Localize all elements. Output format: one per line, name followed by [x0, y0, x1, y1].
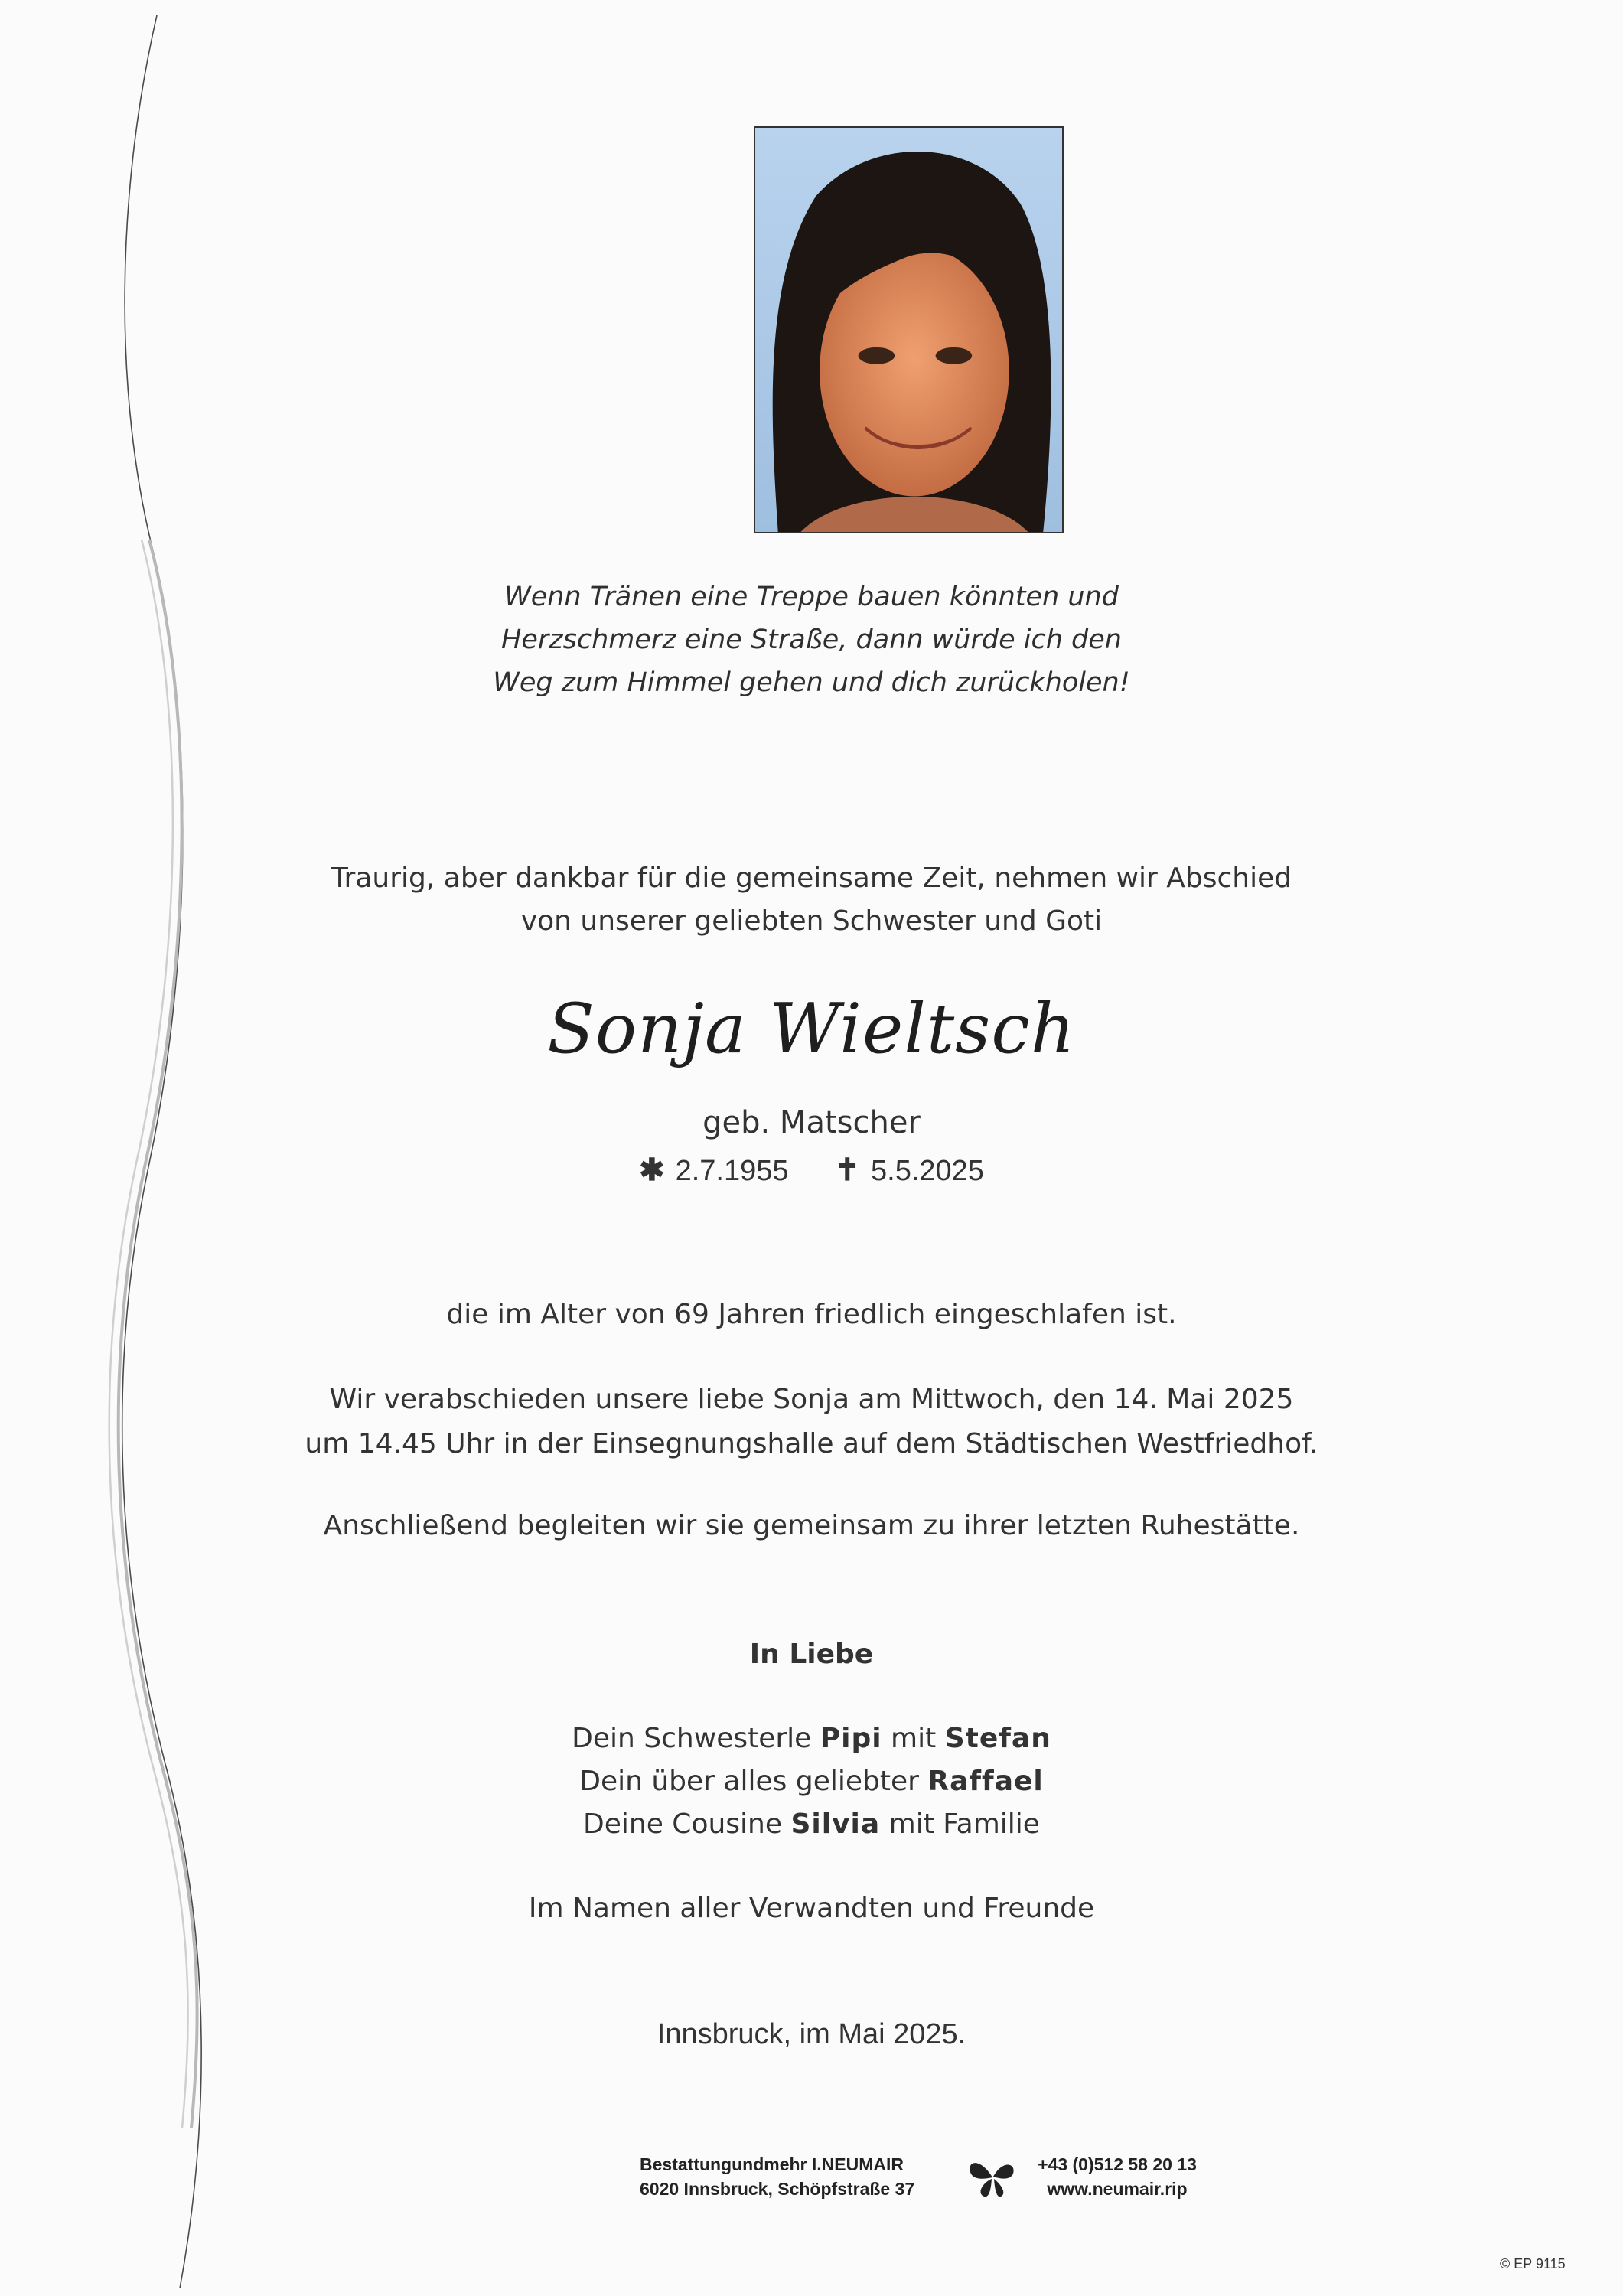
mourner-text: Dein Schwesterle [572, 1723, 820, 1754]
mourner-text: mit [882, 1723, 945, 1754]
butterfly-icon [966, 2151, 1019, 2204]
mourner-line [0, 1717, 1623, 1760]
mourner-text: Dein über alles geliebter [579, 1766, 928, 1797]
funeral-home-address: 6020 Innsbruck, Schöpfstraße 37 [640, 2179, 915, 2199]
quote-line: Wenn Tränen eine Treppe bauen könnten und [504, 582, 1119, 612]
birth-name: geb. Matscher [702, 1105, 921, 1140]
mourner-name: Stefan [944, 1723, 1051, 1754]
birth-star-icon: ✱ [639, 1153, 665, 1187]
age-line: die im Alter von 69 Jahren friedlich eingeschlafen ist. [446, 1299, 1177, 1330]
intro-line: von unserer geliebten Schwester und Goti [520, 905, 1103, 937]
funeral-home-name: Bestattungundmehr I.NEUMAIR [640, 2154, 904, 2174]
mourner-name: Silvia [790, 1808, 881, 1840]
farewell-intro [0, 857, 1623, 943]
website-link[interactable]: www.neumair.rip [1047, 2179, 1188, 2199]
quote-line: Herzschmerz eine Straße, dann würde ich den [501, 625, 1122, 655]
on-behalf-line: Im Namen aller Verwandten und Freunde [528, 1893, 1095, 1924]
burial-line: Anschließend begleiten wir sie gemeinsam zu ihrer letzten Ruhestätte. [323, 1510, 1300, 1541]
deceased-name: Sonja Wieltsch [547, 989, 1076, 1069]
mourner-line [0, 1760, 1623, 1803]
copyright-note: © EP 9115 [1500, 2256, 1566, 2272]
portrait-photo [754, 126, 1064, 533]
mourner-name: Pipi [820, 1723, 882, 1754]
intro-line: Traurig, aber dankbar für die gemeinsame Zeit, nehmen wir Abschied [331, 863, 1292, 894]
quote-line: Weg zum Himmel gehen und dich zurückholen! [493, 667, 1130, 698]
funeral-home-contact [1025, 2152, 1209, 2201]
place-date: Innsbruck, im Mai 2025. [657, 2018, 966, 2050]
birth-date: 2.7.1955 [675, 1155, 789, 1187]
mourner-text: Deine Cousine [583, 1808, 791, 1840]
death-date: 5.5.2025 [871, 1155, 984, 1187]
mourner-line [0, 1803, 1623, 1846]
funeral-home-info [640, 2152, 961, 2201]
mourners-list [0, 1717, 1623, 1846]
death-cross-icon: ✝ [834, 1153, 861, 1187]
funeral-line: Wir verabschieden unsere liebe Sonja am Mittwoch, den 14. Mai 2025 [329, 1384, 1294, 1415]
closing-phrase: In Liebe [749, 1639, 874, 1670]
life-dates [0, 1150, 1623, 1192]
memorial-quote [0, 576, 1623, 704]
phone-number: +43 (0)512 58 20 13 [1038, 2154, 1197, 2174]
mourner-name: Raffael [927, 1766, 1044, 1797]
mourner-text: mit Familie [880, 1808, 1040, 1840]
funeral-details [0, 1378, 1623, 1466]
funeral-line: um 14.45 Uhr in der Einsegnungshalle auf dem Städtischen Westfriedhof. [305, 1428, 1318, 1459]
